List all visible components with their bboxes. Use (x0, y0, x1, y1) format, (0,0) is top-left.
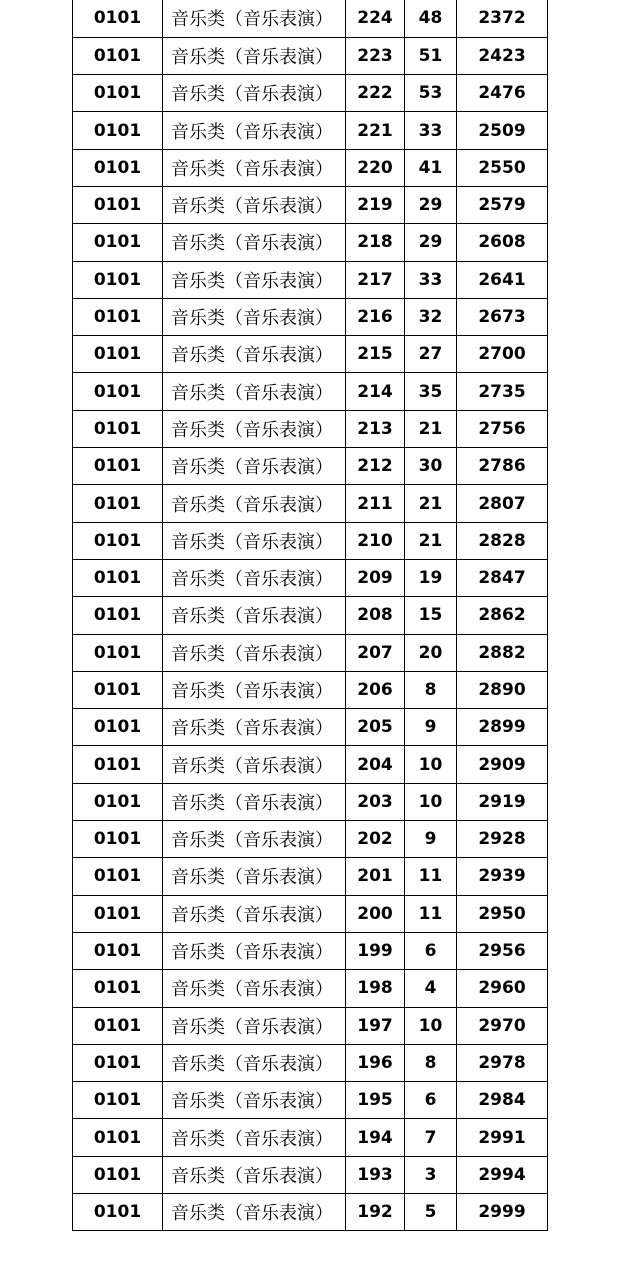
cell-count: 9 (405, 709, 457, 746)
cell-category: 音乐类（音乐表演） (163, 298, 346, 335)
cell-category: 音乐类（音乐表演） (163, 1082, 346, 1119)
cell-category: 音乐类（音乐表演） (163, 112, 346, 149)
cell-cumulative: 2735 (457, 373, 548, 410)
cell-category: 音乐类（音乐表演） (163, 1156, 346, 1193)
cell-category: 音乐类（音乐表演） (163, 1119, 346, 1156)
cell-cumulative: 2960 (457, 970, 548, 1007)
cell-cumulative: 2786 (457, 448, 548, 485)
cell-count: 9 (405, 821, 457, 858)
table-row (73, 37, 548, 74)
cell-count: 10 (405, 783, 457, 820)
cell-category: 音乐类（音乐表演） (163, 709, 346, 746)
cell-code: 0101 (73, 112, 163, 149)
cell-cumulative: 2994 (457, 1156, 548, 1193)
table-row (73, 186, 548, 223)
cell-score: 196 (346, 1044, 405, 1081)
cell-score: 199 (346, 932, 405, 969)
cell-code: 0101 (73, 0, 163, 37)
cell-cumulative: 2999 (457, 1194, 548, 1231)
table-row (73, 634, 548, 671)
cell-category: 音乐类（音乐表演） (163, 261, 346, 298)
cell-code: 0101 (73, 1082, 163, 1119)
cell-category: 音乐类（音乐表演） (163, 336, 346, 373)
cell-cumulative: 2807 (457, 485, 548, 522)
table-row (73, 1194, 548, 1231)
cell-code: 0101 (73, 448, 163, 485)
cell-count: 21 (405, 410, 457, 447)
table-row (73, 597, 548, 634)
cell-code: 0101 (73, 522, 163, 559)
cell-cumulative: 2890 (457, 671, 548, 708)
cell-count: 19 (405, 559, 457, 596)
cell-cumulative: 2978 (457, 1044, 548, 1081)
cell-code: 0101 (73, 858, 163, 895)
cell-cumulative: 2899 (457, 709, 548, 746)
cell-count: 33 (405, 112, 457, 149)
cell-cumulative: 2862 (457, 597, 548, 634)
table-row (73, 1119, 548, 1156)
cell-count: 35 (405, 373, 457, 410)
cell-code: 0101 (73, 410, 163, 447)
cell-score: 204 (346, 746, 405, 783)
cell-code: 0101 (73, 821, 163, 858)
table-row (73, 0, 548, 37)
cell-code: 0101 (73, 261, 163, 298)
table-row (73, 821, 548, 858)
cell-code: 0101 (73, 75, 163, 112)
cell-score: 197 (346, 1007, 405, 1044)
cell-score: 217 (346, 261, 405, 298)
cell-category: 音乐类（音乐表演） (163, 746, 346, 783)
table-row (73, 1007, 548, 1044)
cell-score: 203 (346, 783, 405, 820)
table-row (73, 522, 548, 559)
cell-score: 198 (346, 970, 405, 1007)
cell-code: 0101 (73, 709, 163, 746)
cell-score: 211 (346, 485, 405, 522)
cell-count: 21 (405, 522, 457, 559)
cell-count: 29 (405, 224, 457, 261)
cell-cumulative: 2928 (457, 821, 548, 858)
cell-count: 21 (405, 485, 457, 522)
cell-cumulative: 2984 (457, 1082, 548, 1119)
table-row (73, 224, 548, 261)
cell-cumulative: 2847 (457, 559, 548, 596)
cell-code: 0101 (73, 298, 163, 335)
cell-category: 音乐类（音乐表演） (163, 186, 346, 223)
cell-count: 11 (405, 895, 457, 932)
cell-cumulative: 2756 (457, 410, 548, 447)
cell-code: 0101 (73, 1156, 163, 1193)
cell-category: 音乐类（音乐表演） (163, 597, 346, 634)
cell-category: 音乐类（音乐表演） (163, 410, 346, 447)
cell-score: 215 (346, 336, 405, 373)
cell-score: 213 (346, 410, 405, 447)
cell-code: 0101 (73, 37, 163, 74)
table-row (73, 783, 548, 820)
cell-count: 53 (405, 75, 457, 112)
cell-category: 音乐类（音乐表演） (163, 858, 346, 895)
table-row (73, 559, 548, 596)
cell-score: 212 (346, 448, 405, 485)
cell-code: 0101 (73, 1119, 163, 1156)
cell-cumulative: 2956 (457, 932, 548, 969)
table-row (73, 336, 548, 373)
cell-cumulative: 2950 (457, 895, 548, 932)
cell-code: 0101 (73, 671, 163, 708)
cell-cumulative: 2608 (457, 224, 548, 261)
cell-code: 0101 (73, 336, 163, 373)
cell-cumulative: 2476 (457, 75, 548, 112)
cell-category: 音乐类（音乐表演） (163, 0, 346, 37)
score-table-body (73, 0, 548, 1231)
cell-category: 音乐类（音乐表演） (163, 1044, 346, 1081)
cell-category: 音乐类（音乐表演） (163, 634, 346, 671)
cell-score: 200 (346, 895, 405, 932)
cell-count: 51 (405, 37, 457, 74)
table-row (73, 746, 548, 783)
table-row (73, 858, 548, 895)
cell-category: 音乐类（音乐表演） (163, 373, 346, 410)
cell-code: 0101 (73, 932, 163, 969)
cell-count: 20 (405, 634, 457, 671)
table-row (73, 298, 548, 335)
cell-score: 201 (346, 858, 405, 895)
cell-category: 音乐类（音乐表演） (163, 970, 346, 1007)
cell-code: 0101 (73, 1007, 163, 1044)
table-row (73, 895, 548, 932)
cell-count: 10 (405, 1007, 457, 1044)
cell-cumulative: 2509 (457, 112, 548, 149)
cell-category: 音乐类（音乐表演） (163, 522, 346, 559)
cell-cumulative: 2700 (457, 336, 548, 373)
cell-cumulative: 2970 (457, 1007, 548, 1044)
cell-category: 音乐类（音乐表演） (163, 783, 346, 820)
cell-score: 206 (346, 671, 405, 708)
cell-count: 11 (405, 858, 457, 895)
cell-count: 10 (405, 746, 457, 783)
cell-cumulative: 2939 (457, 858, 548, 895)
cell-score: 192 (346, 1194, 405, 1231)
cell-count: 7 (405, 1119, 457, 1156)
cell-score: 205 (346, 709, 405, 746)
cell-category: 音乐类（音乐表演） (163, 485, 346, 522)
cell-category: 音乐类（音乐表演） (163, 895, 346, 932)
cell-count: 29 (405, 186, 457, 223)
cell-cumulative: 2991 (457, 1119, 548, 1156)
cell-code: 0101 (73, 1194, 163, 1231)
cell-score: 214 (346, 373, 405, 410)
cell-cumulative: 2579 (457, 186, 548, 223)
cell-cumulative: 2882 (457, 634, 548, 671)
cell-score: 224 (346, 0, 405, 37)
table-row (73, 75, 548, 112)
cell-score: 209 (346, 559, 405, 596)
cell-category: 音乐类（音乐表演） (163, 448, 346, 485)
cell-score: 210 (346, 522, 405, 559)
cell-category: 音乐类（音乐表演） (163, 224, 346, 261)
cell-code: 0101 (73, 970, 163, 1007)
cell-category: 音乐类（音乐表演） (163, 37, 346, 74)
cell-category: 音乐类（音乐表演） (163, 75, 346, 112)
table-row (73, 261, 548, 298)
cell-count: 33 (405, 261, 457, 298)
cell-count: 8 (405, 1044, 457, 1081)
cell-cumulative: 2372 (457, 0, 548, 37)
table-row (73, 149, 548, 186)
cell-category: 音乐类（音乐表演） (163, 559, 346, 596)
cell-count: 5 (405, 1194, 457, 1231)
table-row (73, 932, 548, 969)
table-row (73, 1044, 548, 1081)
cell-code: 0101 (73, 485, 163, 522)
cell-score: 216 (346, 298, 405, 335)
table-row (73, 373, 548, 410)
cell-score: 195 (346, 1082, 405, 1119)
cell-count: 3 (405, 1156, 457, 1193)
cell-count: 30 (405, 448, 457, 485)
table-row (73, 1156, 548, 1193)
cell-category: 音乐类（音乐表演） (163, 671, 346, 708)
cell-code: 0101 (73, 1044, 163, 1081)
table-row (73, 970, 548, 1007)
cell-score: 194 (346, 1119, 405, 1156)
cell-count: 4 (405, 970, 457, 1007)
cell-score: 218 (346, 224, 405, 261)
cell-score: 219 (346, 186, 405, 223)
cell-category: 音乐类（音乐表演） (163, 1194, 346, 1231)
cell-code: 0101 (73, 186, 163, 223)
cell-score: 223 (346, 37, 405, 74)
cell-code: 0101 (73, 373, 163, 410)
cell-score: 193 (346, 1156, 405, 1193)
cell-category: 音乐类（音乐表演） (163, 932, 346, 969)
cell-code: 0101 (73, 224, 163, 261)
cell-cumulative: 2423 (457, 37, 548, 74)
cell-code: 0101 (73, 783, 163, 820)
table-row (73, 709, 548, 746)
cell-count: 15 (405, 597, 457, 634)
cell-category: 音乐类（音乐表演） (163, 1007, 346, 1044)
cell-cumulative: 2828 (457, 522, 548, 559)
cell-code: 0101 (73, 746, 163, 783)
cell-score: 207 (346, 634, 405, 671)
cell-score: 221 (346, 112, 405, 149)
cell-code: 0101 (73, 634, 163, 671)
cell-code: 0101 (73, 559, 163, 596)
cell-count: 48 (405, 0, 457, 37)
table-row (73, 485, 548, 522)
cell-score: 222 (346, 75, 405, 112)
cell-count: 41 (405, 149, 457, 186)
cell-cumulative: 2909 (457, 746, 548, 783)
cell-cumulative: 2673 (457, 298, 548, 335)
cell-score: 220 (346, 149, 405, 186)
table-row (73, 1082, 548, 1119)
cell-score: 208 (346, 597, 405, 634)
cell-category: 音乐类（音乐表演） (163, 149, 346, 186)
cell-count: 6 (405, 932, 457, 969)
cell-category: 音乐类（音乐表演） (163, 821, 346, 858)
cell-count: 27 (405, 336, 457, 373)
cell-count: 8 (405, 671, 457, 708)
score-table (72, 0, 548, 1231)
cell-cumulative: 2919 (457, 783, 548, 820)
cell-code: 0101 (73, 597, 163, 634)
cell-code: 0101 (73, 895, 163, 932)
cell-code: 0101 (73, 149, 163, 186)
table-row (73, 671, 548, 708)
cell-score: 202 (346, 821, 405, 858)
cell-cumulative: 2550 (457, 149, 548, 186)
table-row (73, 448, 548, 485)
cell-count: 6 (405, 1082, 457, 1119)
cell-cumulative: 2641 (457, 261, 548, 298)
cell-count: 32 (405, 298, 457, 335)
table-row (73, 112, 548, 149)
table-row (73, 410, 548, 447)
